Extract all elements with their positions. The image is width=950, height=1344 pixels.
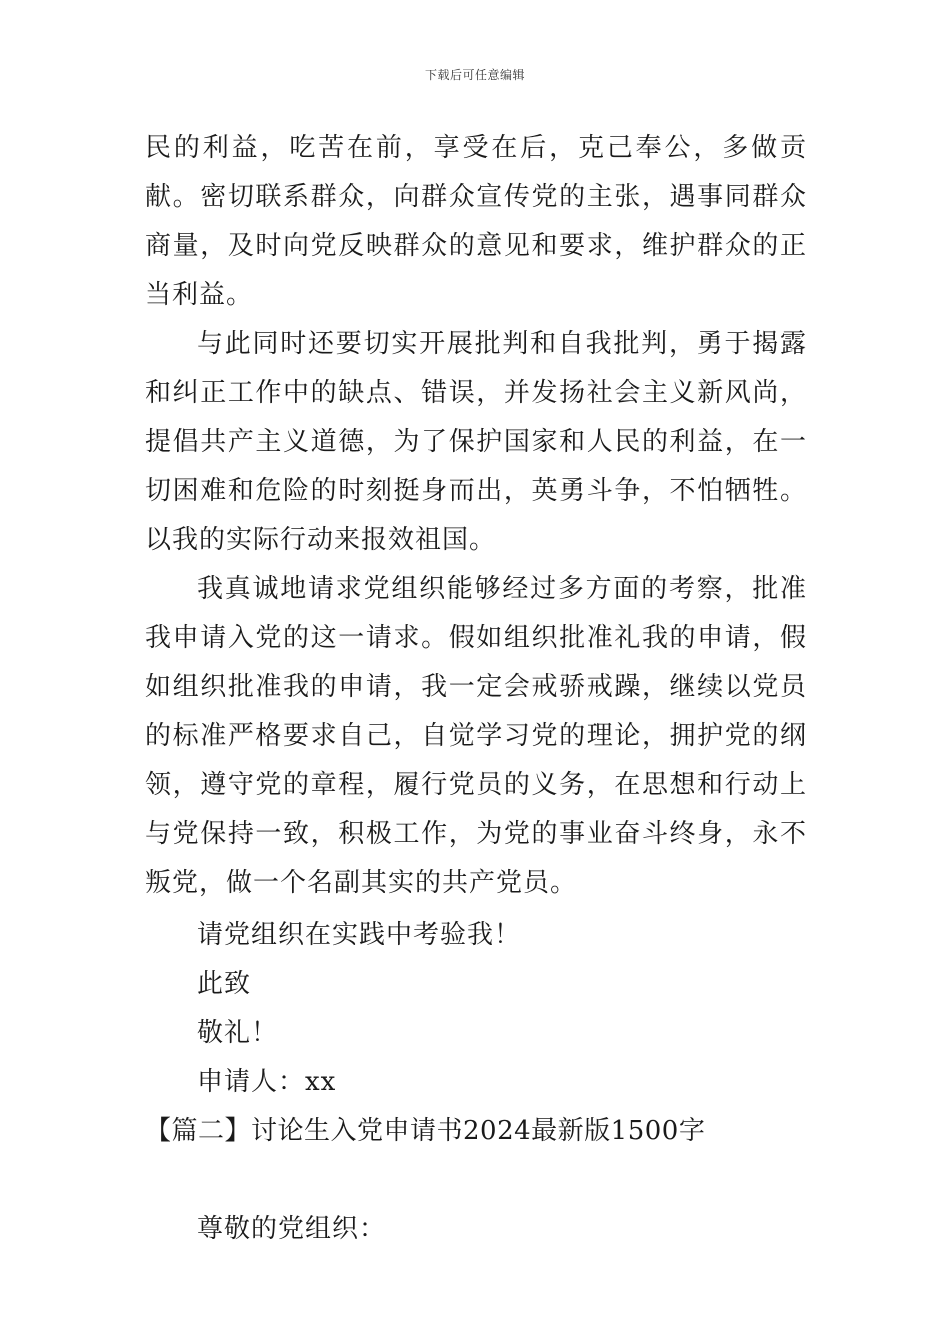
signature: 申请人：xx	[197, 1067, 337, 1097]
closing-greeting-1: 此致	[197, 969, 252, 999]
page-header: 下载后可任意编辑	[424, 68, 525, 82]
paragraph-self-criticism: 与此同时还要切实开展批判和自我批判，勇于揭露和纠正工作中的缺点、错误，并发扬社会主义新风尚，提倡共产主义道德，为了保护国家和人民的利益，在一切困难和危险的时刻挺身而出，英勇斗争，不怕牺牲。以我的实际行动来报效祖国。	[145, 329, 807, 555]
document-body	[145, 124, 807, 1254]
section-title: 【篇二】讨论生入党申请书2024最新版1500字	[145, 1116, 706, 1146]
closing-greeting-2: 敬礼！	[197, 1018, 279, 1048]
closing-request: 请党组织在实践中考验我！	[197, 920, 522, 950]
paragraph-continuation: 民的利益，吃苦在前，享受在后，克己奉公，多做贡献。密切联系群众，向群众宣传党的主张，遇事同群众商量，及时向党反映群众的意见和要求，维护群众的正当利益。	[145, 133, 807, 310]
paragraph-request: 我真诚地请求党组织能够经过多方面的考察，批准我申请入党的这一请求。假如组织批准礼我的申请，假如组织批准我的申请，我一定会戒骄戒躁，继续以党员的标准严格要求自己，自觉学习党的理论，拥护党的纲领，遵守党的章程，履行党员的义务，在思想和行动上与党保持一致，积极工作，为党的事业奋斗终身，永不叛党，做一个名副其实的共产党员。	[145, 574, 807, 898]
salutation: 尊敬的党组织：	[197, 1214, 387, 1244]
